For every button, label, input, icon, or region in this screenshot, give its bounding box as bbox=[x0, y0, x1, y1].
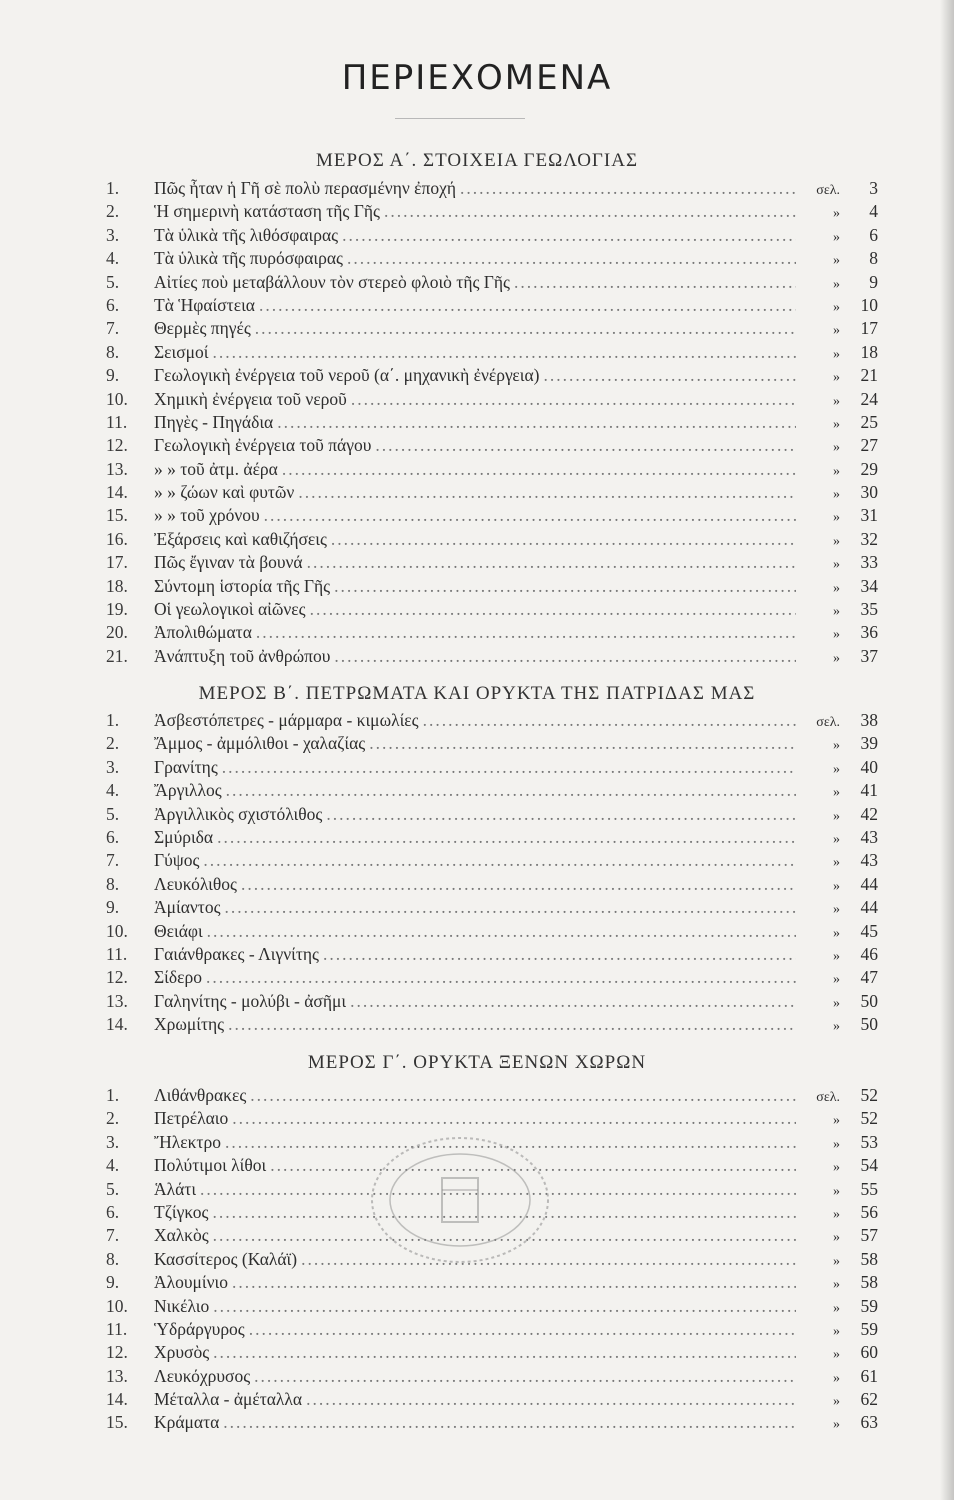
toc-entry bbox=[100, 435, 890, 458]
dot-leader bbox=[213, 1342, 796, 1363]
page-label: » bbox=[833, 627, 840, 643]
entry-title: Λιθάνθρακες bbox=[154, 1085, 247, 1105]
page-label: » bbox=[833, 1417, 840, 1433]
entry-number: 16. bbox=[106, 528, 128, 549]
entry-number: 2. bbox=[106, 1108, 120, 1129]
page-title: ΠΕΡΙΕΧΟΜΕΝΑ bbox=[341, 58, 613, 98]
dot-leader bbox=[298, 482, 796, 503]
entry-title: Πηγὲς - Πηγάδια bbox=[154, 411, 274, 432]
page-number: 62 bbox=[860, 1389, 878, 1410]
page-number: 60 bbox=[860, 1342, 878, 1363]
page-label: » bbox=[833, 276, 840, 292]
page-number: 43 bbox=[860, 850, 878, 871]
page-label: » bbox=[833, 972, 840, 988]
dot-leader bbox=[256, 622, 796, 643]
page-number: 17 bbox=[860, 318, 878, 339]
entry-number: 12. bbox=[106, 435, 128, 456]
toc-entry bbox=[100, 178, 890, 201]
page-label: » bbox=[833, 925, 840, 941]
page-number: 44 bbox=[860, 873, 878, 894]
entry-number: 2. bbox=[106, 733, 120, 754]
page-label: » bbox=[833, 393, 840, 409]
entry-number: 3. bbox=[106, 1131, 120, 1152]
toc-entry bbox=[100, 599, 890, 622]
page-number: 29 bbox=[860, 458, 878, 479]
page-label: » bbox=[833, 808, 840, 824]
page-label: » bbox=[833, 1136, 840, 1152]
page-number: 44 bbox=[860, 897, 878, 918]
toc-entry bbox=[100, 710, 890, 733]
entry-title: Γεωλογικὴ ἐνέργεια τοῦ νεροῦ (α΄. μηχανικὴ ἐνέργεια) bbox=[154, 365, 540, 386]
entry-title: Ἀργιλλικὸς σχιστόλιθος bbox=[154, 803, 323, 824]
page-label: » bbox=[833, 580, 840, 596]
toc-entry bbox=[100, 365, 890, 388]
page-number: 59 bbox=[860, 1318, 878, 1339]
entry-number: 10. bbox=[106, 388, 128, 409]
toc-entry bbox=[100, 874, 890, 897]
entry-title: Ἀνάπτυξη τοῦ ἀνθρώπου bbox=[154, 645, 331, 666]
toc-entry bbox=[100, 850, 890, 873]
toc-entry bbox=[100, 944, 890, 967]
entry-title: Ὑδράργυρος bbox=[154, 1318, 245, 1339]
page-label: » bbox=[833, 738, 840, 754]
entry-number: 7. bbox=[106, 1225, 120, 1246]
entry-title: Σίδερο bbox=[154, 967, 202, 988]
page-label: » bbox=[833, 1394, 840, 1410]
entry-number: 21. bbox=[106, 645, 128, 666]
page-label: σελ. bbox=[816, 183, 840, 198]
toc-entry bbox=[100, 248, 890, 271]
page-number: 9 bbox=[869, 271, 878, 292]
dot-leader bbox=[306, 1389, 796, 1410]
entry-title: Ἐξάρσεις καὶ καθιζήσεις bbox=[154, 528, 327, 549]
page-number: 46 bbox=[860, 943, 878, 964]
page-label: » bbox=[833, 902, 840, 918]
entry-title: Πῶς ἦταν ἡ Γῆ σὲ πολὺ περασμένην ἐποχή bbox=[154, 178, 456, 198]
toc-entry bbox=[100, 1389, 890, 1412]
page-label: » bbox=[833, 229, 840, 245]
entry-number: 1. bbox=[106, 1085, 120, 1105]
page-label: » bbox=[833, 1160, 840, 1176]
dot-leader bbox=[350, 991, 796, 1012]
entry-title: Θερμὲς πηγές bbox=[154, 318, 251, 339]
entry-title: Γαιάνθρακες - Λιγνίτης bbox=[154, 943, 319, 964]
toc-entry bbox=[100, 646, 890, 669]
page-number: 36 bbox=[860, 622, 878, 643]
page-label: » bbox=[833, 440, 840, 456]
page-label: » bbox=[833, 416, 840, 432]
entry-title: Ἡ σημερινὴ κατάσταση τῆς Γῆς bbox=[154, 201, 380, 222]
entry-title: Χρωμίτης bbox=[154, 1014, 225, 1035]
entry-number: 14. bbox=[106, 1014, 128, 1035]
page-label: » bbox=[833, 533, 840, 549]
toc-entry bbox=[100, 897, 890, 920]
toc-list-part-b bbox=[100, 710, 890, 1037]
dot-leader bbox=[323, 944, 796, 965]
toc-entry bbox=[100, 1014, 890, 1037]
dot-leader bbox=[217, 827, 796, 848]
dot-leader bbox=[213, 342, 796, 363]
entry-number: 12. bbox=[106, 967, 128, 988]
toc-entry bbox=[100, 780, 890, 803]
page-number: 43 bbox=[860, 826, 878, 847]
page-label: » bbox=[833, 370, 840, 386]
toc-entry bbox=[100, 576, 890, 599]
entry-title: Τὰ ὑλικὰ τῆς πυρόσφαιρας bbox=[154, 248, 343, 269]
entry-title: Πολύτιμοι λίθοι bbox=[154, 1155, 267, 1176]
page-number: 21 bbox=[860, 365, 878, 386]
entry-number: 10. bbox=[106, 1295, 128, 1316]
page-number: 30 bbox=[860, 482, 878, 503]
page-number: 3 bbox=[869, 178, 878, 198]
toc-entry bbox=[100, 201, 890, 224]
toc-entry bbox=[100, 552, 890, 575]
entry-title: Γρανίτης bbox=[154, 756, 218, 777]
entry-number: 14. bbox=[106, 482, 128, 503]
section-heading-part-b: ΜΕΡΟΣ Β΄. ΠΕΤΡΩΜΑΤΑ ΚΑΙ ΟΡΥΚΤΑ ΤΗΣ ΠΑΤΡΙΔΑΣ ΜΑΣ bbox=[198, 683, 756, 704]
dot-leader bbox=[222, 757, 796, 778]
entry-title: » » τοῦ ἀτμ. ἀέρα bbox=[154, 458, 278, 479]
page-number: 59 bbox=[860, 1295, 878, 1316]
entry-number: 11. bbox=[106, 411, 128, 432]
toc-entry bbox=[100, 757, 890, 780]
title-divider bbox=[395, 118, 525, 119]
page-number: 41 bbox=[860, 780, 878, 801]
entry-number: 15. bbox=[106, 505, 128, 526]
dot-leader bbox=[282, 459, 796, 480]
dot-leader bbox=[375, 435, 796, 456]
dot-leader bbox=[307, 552, 796, 573]
dot-leader bbox=[203, 850, 796, 871]
toc-entry bbox=[100, 827, 890, 850]
page-number: 50 bbox=[860, 990, 878, 1011]
page-label: » bbox=[833, 487, 840, 503]
entry-number: 5. bbox=[106, 1178, 120, 1199]
dot-leader bbox=[264, 505, 796, 526]
section-heading-part-c: ΜΕΡΟΣ Γ΄. ΟΡΥΚΤΑ ΞΕΝΩΝ ΧΩΡΩΝ bbox=[307, 1052, 647, 1073]
page-label: » bbox=[833, 1206, 840, 1222]
dot-leader bbox=[369, 733, 796, 754]
entry-number: 4. bbox=[106, 780, 120, 801]
page-number: 61 bbox=[860, 1365, 878, 1386]
entry-title: Τὰ ὑλικὰ τῆς λιθόσφαιρας bbox=[154, 224, 339, 245]
entry-title: Λευκόλιθος bbox=[154, 873, 237, 894]
dot-leader bbox=[347, 248, 796, 269]
page-number: 25 bbox=[860, 411, 878, 432]
entry-title: Ἄμμος - ἀμμόλιθοι - χαλαζίας bbox=[154, 733, 366, 754]
page-label: » bbox=[833, 1113, 840, 1129]
entry-title: Λευκόχρυσος bbox=[154, 1365, 251, 1386]
page-number: 50 bbox=[860, 1014, 878, 1035]
page-label: » bbox=[833, 785, 840, 801]
page-label: » bbox=[833, 1230, 840, 1246]
dot-leader bbox=[514, 272, 796, 293]
entry-number: 13. bbox=[106, 990, 128, 1011]
toc-entry bbox=[100, 342, 890, 365]
entry-number: 7. bbox=[106, 318, 120, 339]
dot-leader bbox=[326, 804, 796, 825]
dot-leader bbox=[206, 967, 796, 988]
page-number: 24 bbox=[860, 388, 878, 409]
entry-number: 6. bbox=[106, 826, 120, 847]
entry-title: Χαλκὸς bbox=[154, 1225, 209, 1246]
toc-entry bbox=[100, 295, 890, 318]
dot-leader bbox=[241, 874, 796, 895]
toc-entry bbox=[100, 459, 890, 482]
page-label: » bbox=[833, 510, 840, 526]
entry-number: 9. bbox=[106, 365, 120, 386]
entry-number: 17. bbox=[106, 552, 128, 573]
toc-entry bbox=[100, 272, 890, 295]
entry-title: Πετρέλαιο bbox=[154, 1108, 229, 1129]
page-number: 45 bbox=[860, 920, 878, 941]
toc-entry bbox=[100, 505, 890, 528]
page-label: » bbox=[833, 557, 840, 573]
page-label: » bbox=[833, 1300, 840, 1316]
toc-entry bbox=[100, 1366, 890, 1389]
page-label: » bbox=[833, 948, 840, 964]
toc-list-part-a bbox=[100, 178, 890, 669]
page-label: » bbox=[833, 299, 840, 315]
entry-number: 8. bbox=[106, 873, 120, 894]
page-number: 6 bbox=[869, 224, 878, 245]
entry-number: 13. bbox=[106, 1365, 128, 1386]
toc-entry bbox=[100, 225, 890, 248]
page-edge-shadow bbox=[940, 0, 954, 1500]
entry-number: 3. bbox=[106, 756, 120, 777]
entry-number: 15. bbox=[106, 1412, 128, 1433]
page-label: » bbox=[833, 1370, 840, 1386]
page-number: 31 bbox=[860, 505, 878, 526]
page-number: 63 bbox=[860, 1412, 878, 1433]
entry-number: 19. bbox=[106, 599, 128, 620]
entry-title: Σεισμοί bbox=[154, 341, 209, 362]
page-number: 54 bbox=[860, 1155, 878, 1176]
page-number: 34 bbox=[860, 575, 878, 596]
page-number: 4 bbox=[869, 201, 878, 222]
page-label: » bbox=[833, 878, 840, 894]
entry-title: Σμύριδα bbox=[154, 826, 214, 847]
dot-leader bbox=[255, 318, 796, 339]
entry-title: Ἀσβεστόπετρες - μάρμαρα - κιμωλίες bbox=[154, 710, 419, 730]
toc-entry bbox=[100, 967, 890, 990]
dot-leader bbox=[277, 412, 796, 433]
page-number: 58 bbox=[860, 1248, 878, 1269]
page-number: 57 bbox=[860, 1225, 878, 1246]
entry-title: Ἁλάτι bbox=[154, 1178, 197, 1199]
entry-number: 8. bbox=[106, 341, 120, 362]
toc-entry bbox=[100, 991, 890, 1014]
entry-title: Πῶς ἔγιναν τὰ βουνά bbox=[154, 552, 303, 573]
entry-title: Ἀπολιθώματα bbox=[154, 622, 252, 643]
dot-leader bbox=[228, 1014, 796, 1035]
entry-title: Ἀλουμίνιο bbox=[154, 1272, 228, 1293]
entry-title: Ἀμίαντος bbox=[154, 897, 221, 918]
entry-number: 6. bbox=[106, 294, 120, 315]
entry-number: 6. bbox=[106, 1201, 120, 1222]
dot-leader bbox=[334, 646, 796, 667]
toc-entry bbox=[100, 1412, 890, 1435]
entry-title: Κράματα bbox=[154, 1412, 220, 1433]
entry-number: 7. bbox=[106, 850, 120, 871]
dot-leader bbox=[331, 529, 796, 550]
entry-title: Τζίγκος bbox=[154, 1201, 209, 1222]
entry-number: 11. bbox=[106, 943, 128, 964]
dot-leader bbox=[543, 365, 796, 386]
entry-title: Χρυσὸς bbox=[154, 1342, 210, 1363]
page-label: » bbox=[833, 761, 840, 777]
toc-entry bbox=[100, 1319, 890, 1342]
page-number: 52 bbox=[860, 1085, 878, 1105]
dot-leader bbox=[223, 1412, 796, 1433]
entry-number: 3. bbox=[106, 224, 120, 245]
page-label: σελ. bbox=[816, 715, 840, 730]
entry-title: Νικέλιο bbox=[154, 1295, 210, 1316]
entry-title: Θειάφι bbox=[154, 920, 203, 941]
entry-number: 8. bbox=[106, 1248, 120, 1269]
dot-leader bbox=[225, 897, 796, 918]
page-label: » bbox=[833, 1019, 840, 1035]
entry-number: 4. bbox=[106, 1155, 120, 1176]
page-number: 10 bbox=[860, 294, 878, 315]
page-label: » bbox=[833, 650, 840, 666]
page-number: 38 bbox=[860, 710, 878, 730]
page-label: » bbox=[833, 206, 840, 222]
dot-leader bbox=[423, 710, 796, 731]
dot-leader bbox=[334, 576, 796, 597]
page-number: 55 bbox=[860, 1178, 878, 1199]
entry-title: Τὰ Ἡφαίστεια bbox=[154, 294, 255, 315]
entry-number: 18. bbox=[106, 575, 128, 596]
entry-title: Γεωλογικὴ ἐνέργεια τοῦ πάγου bbox=[154, 435, 372, 456]
page-number: 8 bbox=[869, 248, 878, 269]
entry-number: 20. bbox=[106, 622, 128, 643]
page-label: » bbox=[833, 995, 840, 1011]
page-label: » bbox=[833, 1323, 840, 1339]
entry-title: Κασσίτερος (Καλάϊ) bbox=[154, 1248, 298, 1269]
entry-title: Χημικὴ ἐνέργεια τοῦ νεροῦ bbox=[154, 388, 347, 409]
page-number: 53 bbox=[860, 1131, 878, 1152]
dot-leader bbox=[351, 389, 796, 410]
toc-entry bbox=[100, 482, 890, 505]
dot-leader bbox=[342, 225, 796, 246]
entry-title: Ἄργιλλος bbox=[154, 780, 222, 801]
page-label: » bbox=[833, 831, 840, 847]
page-number: 58 bbox=[860, 1272, 878, 1293]
toc-entry bbox=[100, 389, 890, 412]
toc-entry bbox=[100, 622, 890, 645]
entry-number: 9. bbox=[106, 1272, 120, 1293]
toc-entry bbox=[100, 529, 890, 552]
dot-leader bbox=[249, 1319, 796, 1340]
entry-title: Ἤλεκτρο bbox=[154, 1131, 221, 1152]
entry-number: 2. bbox=[106, 201, 120, 222]
section-heading-part-a: ΜΕΡΟΣ Α΄. ΣΤΟΙΧΕΙΑ ΓΕΩΛΟΓΙΑΣ bbox=[315, 150, 639, 171]
entry-title: Γύψος bbox=[154, 850, 200, 871]
toc-entry bbox=[100, 921, 890, 944]
entry-title: » » ζώων καὶ φυτῶν bbox=[154, 482, 295, 503]
page-number: 27 bbox=[860, 435, 878, 456]
library-stamp-seal bbox=[360, 1100, 560, 1300]
entry-title: Αἰτίες ποὺ μεταβάλλουν τὸν στερεὸ φλοιὸ τῆς Γῆς bbox=[154, 271, 510, 292]
page-label: » bbox=[833, 253, 840, 269]
entry-number: 9. bbox=[106, 897, 120, 918]
page-number: 39 bbox=[860, 733, 878, 754]
entry-title: Γαληνίτης - μολύβι - ἀσῆμι bbox=[154, 990, 347, 1011]
page-number: 47 bbox=[860, 967, 878, 988]
entry-number: 13. bbox=[106, 458, 128, 479]
page-number: 42 bbox=[860, 803, 878, 824]
entry-number: 10. bbox=[106, 920, 128, 941]
page-label: » bbox=[833, 855, 840, 871]
page-label: σελ. bbox=[816, 1090, 840, 1105]
entry-number: 11. bbox=[106, 1318, 128, 1339]
page-number: 40 bbox=[860, 756, 878, 777]
dot-leader bbox=[259, 295, 796, 316]
page-label: » bbox=[833, 1277, 840, 1293]
dot-leader bbox=[207, 921, 796, 942]
entry-number: 12. bbox=[106, 1342, 128, 1363]
entry-title: » » τοῦ χρόνου bbox=[154, 505, 260, 526]
page-number: 18 bbox=[860, 341, 878, 362]
entry-title: Σύντομη ἱστορία τῆς Γῆς bbox=[154, 575, 331, 596]
toc-entry bbox=[100, 412, 890, 435]
page-label: » bbox=[833, 1253, 840, 1269]
entry-number: 5. bbox=[106, 271, 120, 292]
page-number: 52 bbox=[860, 1108, 878, 1129]
page-number: 37 bbox=[860, 645, 878, 666]
page-label: » bbox=[833, 323, 840, 339]
entry-number: 1. bbox=[106, 178, 120, 198]
dot-leader bbox=[384, 201, 796, 222]
entry-number: 4. bbox=[106, 248, 120, 269]
toc-entry bbox=[100, 318, 890, 341]
page-number: 56 bbox=[860, 1201, 878, 1222]
page-label: » bbox=[833, 463, 840, 479]
page-number: 35 bbox=[860, 599, 878, 620]
page-number: 32 bbox=[860, 528, 878, 549]
toc-entry bbox=[100, 804, 890, 827]
entry-number: 14. bbox=[106, 1389, 128, 1410]
toc-entry bbox=[100, 1342, 890, 1365]
dot-leader bbox=[254, 1366, 796, 1387]
page-label: » bbox=[833, 1347, 840, 1363]
dot-leader bbox=[226, 780, 796, 801]
page-label: » bbox=[833, 604, 840, 620]
dot-leader bbox=[310, 599, 796, 620]
page-number: 33 bbox=[860, 552, 878, 573]
toc-entry bbox=[100, 733, 890, 756]
page-label: » bbox=[833, 346, 840, 362]
entry-number: 1. bbox=[106, 710, 120, 730]
entry-title: Μέταλλα - ἀμέταλλα bbox=[154, 1389, 303, 1410]
dot-leader bbox=[460, 178, 796, 199]
entry-title: Οἱ γεωλογικοὶ αἰῶνες bbox=[154, 599, 306, 620]
page-label: » bbox=[833, 1183, 840, 1199]
entry-number: 5. bbox=[106, 803, 120, 824]
